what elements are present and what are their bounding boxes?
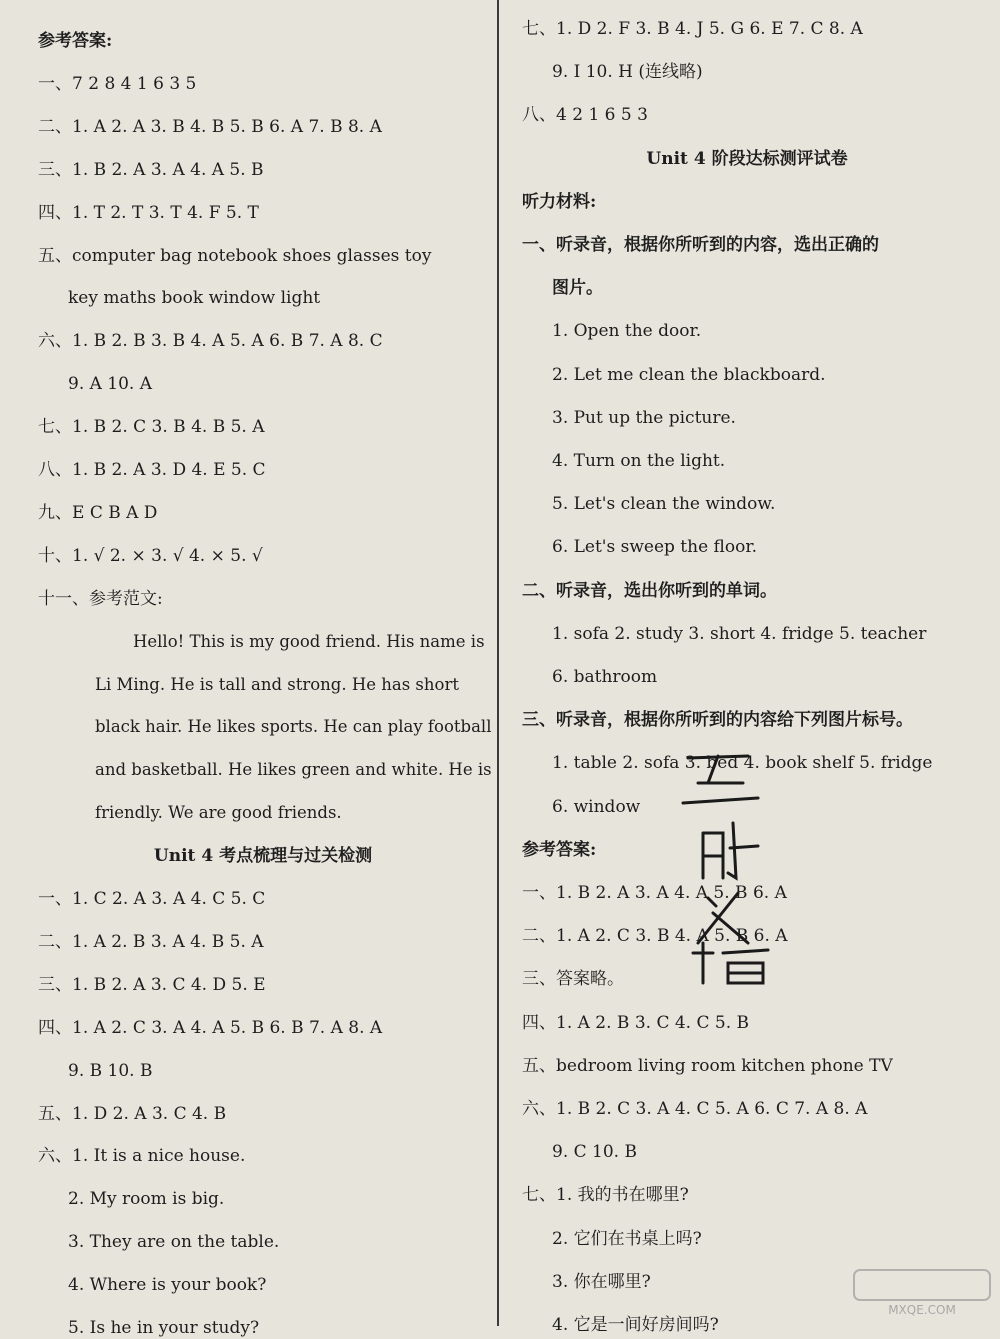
left-column-line: 六、1. It is a nice house. xyxy=(38,1146,246,1167)
left-column-line: 四、1. T 2. T 3. T 4. F 5. T xyxy=(38,202,259,223)
right-column-line: 六、1. B 2. C 3. A 4. C 5. A 6. C 7. A 8. A xyxy=(522,1099,868,1119)
right-column-line: 四、1. A 2. B 3. C 4. C 5. B xyxy=(522,1012,750,1033)
left-column-line: 3. They are on the table. xyxy=(68,1232,280,1253)
right-column-line: 2. 它们在书桌上吗? xyxy=(552,1228,702,1249)
left-column-line: 5. Is he in your study? xyxy=(68,1318,260,1338)
left-column-line: 9. A 10. A xyxy=(68,374,153,395)
right-column-line: 6. Let's sweep the floor. xyxy=(552,537,758,558)
right-column-line: 1. Open the door. xyxy=(552,321,702,342)
right-column-line: 9. C 10. B xyxy=(552,1142,637,1163)
left-column-line: 2. My room is big. xyxy=(68,1189,225,1210)
left-column-line: Hello! This is my good friend. His name is xyxy=(133,631,485,651)
right-column-line: 参考答案: xyxy=(522,839,597,860)
right-column-line: 1. table 2. sofa 3. bed 4. book shelf 5. fridge xyxy=(552,753,933,774)
right-column-line: 2. Let me clean the blackboard. xyxy=(552,364,826,385)
left-column-line: 4. Where is your book? xyxy=(68,1275,267,1296)
watermark-logo xyxy=(852,1268,992,1318)
left-column-line: 九、E C B A D xyxy=(38,502,158,523)
left-column-line: 七、1. B 2. C 3. B 4. B 5. A xyxy=(38,417,265,438)
left-column-line: 二、1. A 2. B 3. A 4. B 5. A xyxy=(38,931,264,952)
left-column-line: 二、1. A 2. A 3. B 4. B 5. B 6. A 7. B 8. A xyxy=(38,116,382,137)
right-column-line: 八、4 2 1 6 5 3 xyxy=(522,105,648,126)
right-column-line: 6. bathroom xyxy=(552,667,658,687)
left-column-line: 参考答案: xyxy=(38,31,113,51)
right-column-line: 4. 它是一间好房间吗? xyxy=(552,1315,719,1335)
left-column-line: Li Ming. He is tall and strong. He has short xyxy=(95,674,459,694)
left-column-line: 一、7 2 8 4 1 6 3 5 xyxy=(38,73,197,94)
left-column-line: 四、1. A 2. C 3. A 4. A 5. B 6. B 7. A 8. A xyxy=(38,1017,383,1038)
right-column-line: 听力材料: xyxy=(522,191,597,212)
right-column-line: 二、1. A 2. C 3. B 4. A 5. B 6. A xyxy=(522,926,788,947)
left-column-line: 三、1. B 2. A 3. A 4. A 5. B xyxy=(38,159,264,180)
right-column-line: 9. I 10. H (连线略) xyxy=(552,62,703,83)
left-column-line: 六、1. B 2. B 3. B 4. A 5. A 6. B 7. A 8. C xyxy=(38,331,383,352)
handwritten-annotation xyxy=(668,738,788,988)
left-column-line: 9. B 10. B xyxy=(68,1060,153,1081)
left-column-line: 五、1. D 2. A 3. C 4. B xyxy=(38,1103,227,1124)
left-column-line: 一、1. C 2. A 3. A 4. C 5. C xyxy=(38,889,266,909)
left-column-line: black hair. He likes sports. He can play football xyxy=(95,717,492,737)
right-column-line: 1. sofa 2. study 3. short 4. fridge 5. teacher xyxy=(552,623,927,644)
left-column-line: 三、1. B 2. A 3. C 4. D 5. E xyxy=(38,974,266,995)
left-column-line: 八、1. B 2. A 3. D 4. E 5. C xyxy=(38,460,266,480)
column-divider xyxy=(497,0,499,1326)
right-column-line: 二、听录音，选出你听到的单词。 xyxy=(522,580,777,601)
left-column-line: 十、1. √ 2. × 3. √ 4. × 5. √ xyxy=(38,545,263,566)
left-column-line: key maths book window light xyxy=(68,288,321,309)
right-column-line: 一、1. B 2. A 3. A 4. A 5. B 6. A xyxy=(522,883,787,903)
right-column-line: 五、bedroom living room kitchen phone TV xyxy=(522,1055,893,1076)
left-column-line: 十一、参考范文: xyxy=(38,588,163,609)
right-column-line: 一、听录音，根据你所听到的内容，选出正确的 xyxy=(522,235,879,255)
right-column-line: 三、听录音，根据你所听到的内容给下列图片标号。 xyxy=(522,710,913,731)
right-column-line: Unit 4 阶段达标测评试卷 xyxy=(646,148,848,169)
left-column-line: 五、computer bag notebook shoes glasses toy xyxy=(38,245,432,266)
right-column-line: 七、1. 我的书在哪里? xyxy=(522,1185,689,1206)
right-column-line: 图片。 xyxy=(552,278,603,299)
svg-text:MXQE.COM: MXQE.COM xyxy=(888,1303,956,1317)
right-column-line: 3. Put up the picture. xyxy=(552,407,736,428)
right-column-line: 5. Let's clean the window. xyxy=(552,494,776,515)
right-column-line: 6. window xyxy=(552,796,641,817)
right-column-line: 三、答案略。 xyxy=(522,969,624,990)
right-column-line: 4. Turn on the light. xyxy=(552,451,726,471)
left-column-line: friendly. We are good friends. xyxy=(95,803,342,823)
right-column-line: 七、1. D 2. F 3. B 4. J 5. G 6. E 7. C 8. A xyxy=(522,19,863,39)
left-column-line: Unit 4 考点梳理与过关检测 xyxy=(153,846,373,867)
left-column-line: and basketball. He likes green and white. He is xyxy=(95,760,492,780)
right-column-line: 3. 你在哪里? xyxy=(552,1271,651,1292)
